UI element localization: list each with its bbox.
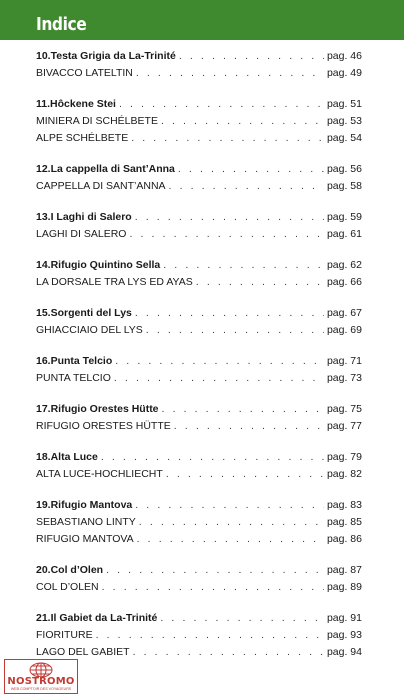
entry-title: RIFUGIO MANTOVA — [36, 533, 134, 545]
entry-title: FIORITURE — [36, 629, 93, 641]
page-number: pag. 66 — [326, 276, 362, 288]
page-number: pag. 73 — [326, 372, 362, 384]
entry-title: 14.Rifugio Quintino Sella — [36, 259, 161, 271]
page-number: pag. 58 — [326, 180, 362, 192]
dot-leader — [135, 209, 324, 226]
dot-leader — [169, 178, 324, 195]
dot-leader — [114, 370, 324, 387]
page-number: pag. 89 — [326, 581, 362, 593]
page-number: pag. 69 — [326, 324, 362, 336]
page-number: pag. 56 — [326, 163, 362, 175]
entry-title: 12.La cappella di Sant’Anna — [36, 163, 175, 175]
logo-name: NOSTROMO — [7, 676, 75, 687]
section-gap — [36, 548, 362, 562]
entry-title: COL D’OLEN — [36, 581, 99, 593]
toc-chapter-entry[interactable] — [36, 161, 362, 178]
page-number: pag. 71 — [326, 355, 362, 367]
toc-subentry[interactable] — [36, 579, 362, 596]
dot-leader — [162, 401, 324, 418]
page-number: pag. 85 — [326, 516, 362, 528]
page-number: pag. 75 — [326, 403, 362, 415]
dot-leader — [166, 466, 324, 483]
entry-title: MINIERA DI SCHÉLBETE — [36, 115, 158, 127]
section-gap — [36, 339, 362, 353]
entry-title: 13.I Laghi di Salero — [36, 211, 132, 223]
toc-subentry[interactable] — [36, 113, 362, 130]
toc-chapter-entry[interactable] — [36, 562, 362, 579]
toc-subentry[interactable] — [36, 322, 362, 339]
dot-leader — [136, 65, 324, 82]
toc-chapter-entry[interactable] — [36, 209, 362, 226]
entry-title: ALPE SCHÉLBETE — [36, 132, 129, 144]
entry-title: PUNTA TELCIO — [36, 372, 111, 384]
dot-leader — [174, 418, 324, 435]
toc-chapter-entry[interactable] — [36, 96, 362, 113]
page-number: pag. 79 — [326, 451, 362, 463]
toc-subentry[interactable] — [36, 644, 362, 661]
toc-subentry[interactable] — [36, 130, 362, 147]
section-gap — [36, 195, 362, 209]
toc-subentry[interactable] — [36, 370, 362, 387]
toc-subentry[interactable] — [36, 531, 362, 548]
entry-title: GHIACCIAIO DEL LYS — [36, 324, 143, 336]
page-number: pag. 53 — [326, 115, 362, 127]
toc-chapter-entry[interactable] — [36, 401, 362, 418]
section-gap — [36, 596, 362, 610]
entry-title: 11.Hôckene Stei — [36, 98, 116, 110]
toc-subentry[interactable] — [36, 65, 362, 82]
entry-title: LAGHI DI SALERO — [36, 228, 127, 240]
toc-subentry[interactable] — [36, 514, 362, 531]
dot-leader — [106, 562, 324, 579]
page-number: pag. 54 — [326, 132, 362, 144]
dot-leader — [133, 644, 324, 661]
dot-leader — [101, 449, 324, 466]
entry-title: 17.Rifugio Orestes Hütte — [36, 403, 159, 415]
section-gap — [36, 387, 362, 401]
page-number: pag. 93 — [326, 629, 362, 641]
dot-leader — [115, 353, 324, 370]
nostromo-logo — [4, 659, 78, 694]
entry-title: 19.Rifugio Mantova — [36, 499, 133, 511]
page-number: pag. 77 — [326, 420, 362, 432]
page-number: pag. 87 — [326, 564, 362, 576]
dot-leader — [196, 274, 324, 291]
dot-leader — [135, 305, 324, 322]
section-gap — [36, 483, 362, 497]
entry-title: 15.Sorgenti del Lys — [36, 307, 132, 319]
logo-subtitle: WEB COMPTOIR DES VOYAGEURS — [10, 687, 72, 691]
dot-leader — [146, 322, 324, 339]
dot-leader — [102, 579, 324, 596]
dot-leader — [135, 497, 324, 514]
section-gap — [36, 435, 362, 449]
section-gap — [36, 291, 362, 305]
entry-title: RIFUGIO ORESTES HÜTTE — [36, 420, 171, 432]
page-number: pag. 46 — [326, 50, 362, 62]
toc-subentry[interactable] — [36, 466, 362, 483]
page-number: pag. 59 — [326, 211, 362, 223]
entry-title: LAGO DEL GABIET — [36, 646, 130, 658]
section-gap — [36, 82, 362, 96]
section-gap — [36, 147, 362, 161]
page-number: pag. 62 — [326, 259, 362, 271]
page-number: pag. 91 — [326, 612, 362, 624]
entry-title: 21.Il Gabiet da La-Trinité — [36, 612, 158, 624]
dot-leader — [137, 531, 324, 548]
dot-leader — [131, 130, 324, 147]
toc-chapter-entry[interactable] — [36, 305, 362, 322]
page-number: pag. 49 — [326, 67, 362, 79]
page-number: pag. 94 — [326, 646, 362, 658]
entry-title: 20.Col d’Olen — [36, 564, 104, 576]
toc-subentry[interactable] — [36, 178, 362, 195]
toc-subentry[interactable] — [36, 226, 362, 243]
section-gap — [36, 243, 362, 257]
dot-leader — [119, 96, 324, 113]
entry-title: 10.Testa Grigia da La-Trinité — [36, 50, 176, 62]
entry-title: CAPPELLA DI SANT’ANNA — [36, 180, 166, 192]
dot-leader — [129, 226, 324, 243]
dot-leader — [160, 610, 324, 627]
entry-title: BIVACCO LATELTIN — [36, 67, 133, 79]
entry-title: 16.Punta Telcio — [36, 355, 113, 367]
toc-chapter-entry[interactable] — [36, 257, 362, 274]
page-number: pag. 51 — [326, 98, 362, 110]
toc-chapter-entry[interactable] — [36, 353, 362, 370]
toc-chapter-entry[interactable] — [36, 497, 362, 514]
toc-chapter-entry[interactable] — [36, 449, 362, 466]
dot-leader — [179, 48, 324, 65]
toc-subentry[interactable] — [36, 627, 362, 644]
page-title: Indice — [36, 14, 87, 35]
table-of-contents — [36, 48, 362, 661]
page-number: pag. 67 — [326, 307, 362, 319]
page-number: pag. 83 — [326, 499, 362, 511]
header-bar — [0, 0, 404, 40]
entry-title: 18.Alta Luce — [36, 451, 98, 463]
globe-icon — [27, 661, 55, 677]
toc-subentry[interactable] — [36, 274, 362, 291]
dot-leader — [163, 257, 324, 274]
page-number: pag. 82 — [326, 468, 362, 480]
toc-chapter-entry[interactable] — [36, 48, 362, 65]
toc-chapter-entry[interactable] — [36, 610, 362, 627]
page-number: pag. 61 — [326, 228, 362, 240]
dot-leader — [178, 161, 324, 178]
entry-title: LA DORSALE TRA LYS ED AYAS — [36, 276, 193, 288]
entry-title: ALTA LUCE-HOCHLIECHT — [36, 468, 163, 480]
dot-leader — [96, 627, 324, 644]
dot-leader — [139, 514, 324, 531]
toc-subentry[interactable] — [36, 418, 362, 435]
dot-leader — [161, 113, 324, 130]
page-number: pag. 86 — [326, 533, 362, 545]
entry-title: SEBASTIANO LINTY — [36, 516, 136, 528]
